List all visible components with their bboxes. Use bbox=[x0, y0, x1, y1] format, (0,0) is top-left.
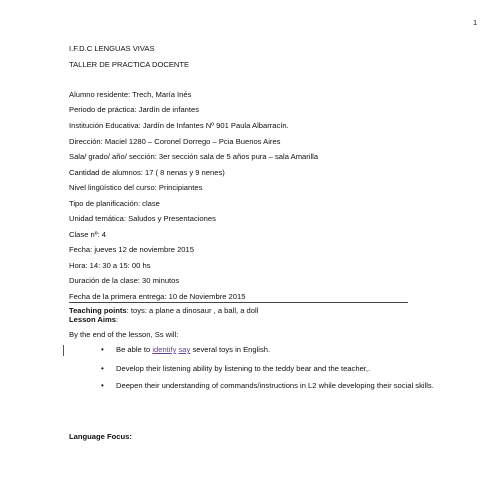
bullet-icon: • bbox=[101, 364, 104, 373]
field-period: Periodo de práctica: Jardín de infantes bbox=[69, 105, 200, 114]
section-divider bbox=[69, 302, 408, 303]
spellcheck-word-say[interactable]: say bbox=[178, 345, 191, 354]
field-unit: Unidad temática: Saludos y Presentaciones bbox=[69, 214, 216, 223]
aim-item-3: Deepen their understanding of commands/instructions in L2 while developing their social skills. bbox=[116, 381, 434, 390]
text-cursor bbox=[63, 345, 64, 356]
aim-1-suffix: several toys in English. bbox=[190, 345, 271, 354]
aim-item-1 bbox=[116, 345, 456, 356]
field-section: Sala/ grado/ año/ sección: 3er sección sala de 5 años pura – sala Amarilla bbox=[69, 152, 319, 161]
lesson-aims-colon: : bbox=[115, 315, 119, 324]
workshop-title: TALLER DE PRACTICA DOCENTE bbox=[69, 60, 190, 69]
lesson-aims-heading bbox=[69, 315, 118, 325]
teaching-points-label: Teaching points bbox=[69, 306, 127, 315]
institute-name: I.F.D.C LENGUAS VIVAS bbox=[69, 44, 155, 53]
field-duration: Duración de la clase: 30 minutos bbox=[69, 276, 180, 285]
field-level: Nivel lingüístico del curso: Principiantes bbox=[69, 183, 203, 192]
aim-1-prefix: Be able to bbox=[116, 345, 153, 354]
field-class-number: Clase nº: 4 bbox=[69, 230, 106, 239]
teaching-points-text: : toys: a plane a dinosaur , a ball, a doll bbox=[126, 306, 259, 315]
lesson-aims-intro: By the end of the lesson, Ss will: bbox=[69, 330, 179, 339]
language-focus-heading: Language Focus: bbox=[69, 432, 132, 441]
spellcheck-word-identify[interactable]: identify bbox=[152, 345, 177, 354]
field-first-delivery: Fecha de la primera entrega: 10 de Noviembre 2015 bbox=[69, 292, 246, 301]
bullet-icon: • bbox=[101, 345, 104, 354]
field-student: Alumno residente: Trech, María Inés bbox=[69, 90, 192, 99]
aim-item-2: Develop their listening ability by listening to the teddy bear and the teacher,. bbox=[116, 364, 371, 373]
field-date: Fecha: jueves 12 de noviembre 2015 bbox=[69, 245, 194, 254]
field-address: Dirección: Maciel 1280 – Coronel Dorrego – Pcia Buenos Aires bbox=[69, 137, 281, 146]
field-institution: Institución Educativa: Jardín de Infantes Nº 901 Paula Albarracín. bbox=[69, 121, 289, 130]
bullet-icon: • bbox=[101, 381, 104, 390]
field-plan-type: Tipo de planificación: clase bbox=[69, 199, 160, 208]
field-students: Cantidad de alumnos: 17 ( 8 nenas y 9 nenes) bbox=[69, 168, 225, 177]
lesson-aims-label: Lesson Aims bbox=[69, 315, 116, 324]
page-number: 1 bbox=[473, 20, 477, 27]
field-time: Hora: 14: 30 a 15: 00 hs bbox=[69, 261, 151, 270]
